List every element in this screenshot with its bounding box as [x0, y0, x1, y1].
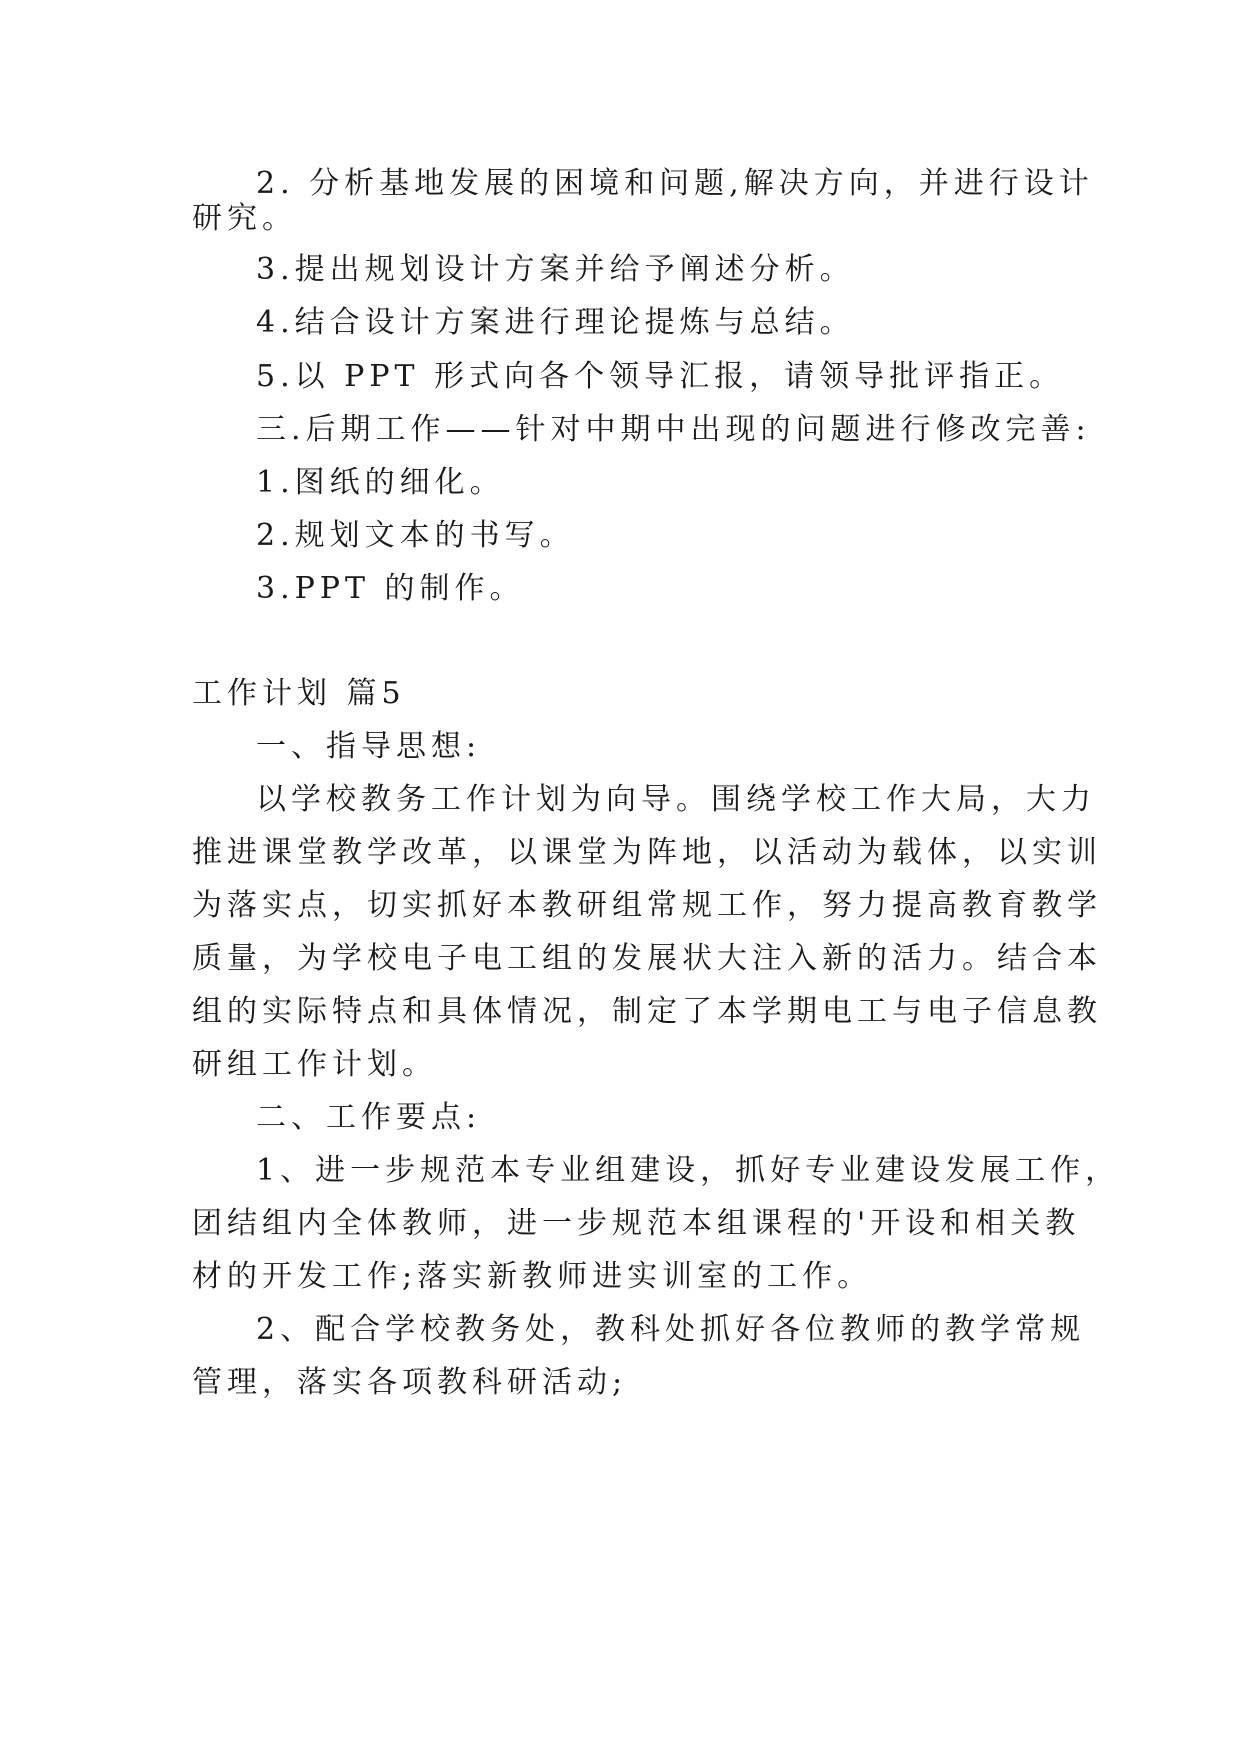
section-heading-later-work: 三.后期工作——针对中期中出现的问题进行修改完善: [256, 412, 1091, 447]
paragraph-guiding-line-4: 质量，为学校电子电工组的发展状大注入新的活力。结合本 [192, 941, 1102, 976]
list-item-1-drawings: 1.图纸的细化。 [256, 465, 505, 500]
article-title: 工作计划 篇5 [192, 676, 406, 711]
list-item-3-propose: 3.提出规划设计方案并给予阐述分析。 [256, 252, 855, 287]
list-item-2-analyze: 2. 分析基地发展的困境和问题,解决方向，并进行设计 [256, 166, 1094, 201]
list-item-5-report: 5.以 PPT 形式向各个领导汇报，请领导批评指正。 [256, 359, 1065, 394]
paragraph-guiding-line-5: 组的实际特点和具体情况，制定了本学期电工与电子信息教 [192, 994, 1102, 1029]
list-item-2-text: 2.规划文本的书写。 [256, 518, 575, 553]
work-point-2-line-1: 2、配合学校教务处，教科处抓好各位教师的教学常规 [256, 1312, 1086, 1347]
section-heading-guiding-ideology: 一、指导思想: [256, 729, 482, 764]
paragraph-guiding-line-1: 以学校教务工作计划为向导。围绕学校工作大局，大力 [256, 782, 1096, 817]
work-point-1-line-2: 团结组内全体教师，进一步规范本组课程的'开设和相关教 [192, 1206, 1081, 1241]
paragraph-guiding-line-6: 研组工作计划。 [192, 1047, 437, 1082]
work-point-2-line-2: 管理，落实各项教科研活动; [192, 1365, 628, 1400]
paragraph-guiding-line-3: 为落实点，切实抓好本教研组常规工作，努力提高教育教学 [192, 888, 1102, 923]
list-item-3-ppt: 3.PPT 的制作。 [256, 571, 525, 606]
work-point-1-line-3: 材的开发工作;落实新教师进实训室的工作。 [192, 1259, 873, 1294]
list-item-4-summarize: 4.结合设计方案进行理论提炼与总结。 [256, 305, 855, 340]
paragraph-guiding-line-2: 推进课堂教学改革，以课堂为阵地，以活动为载体，以实训 [192, 835, 1102, 870]
work-point-1-line-1: 1、进一步规范本专业组建设，抓好专业建设发展工作， [256, 1153, 1121, 1188]
list-item-2-continuation: 研究。 [192, 201, 297, 236]
section-heading-work-points: 二、工作要点: [256, 1100, 482, 1135]
